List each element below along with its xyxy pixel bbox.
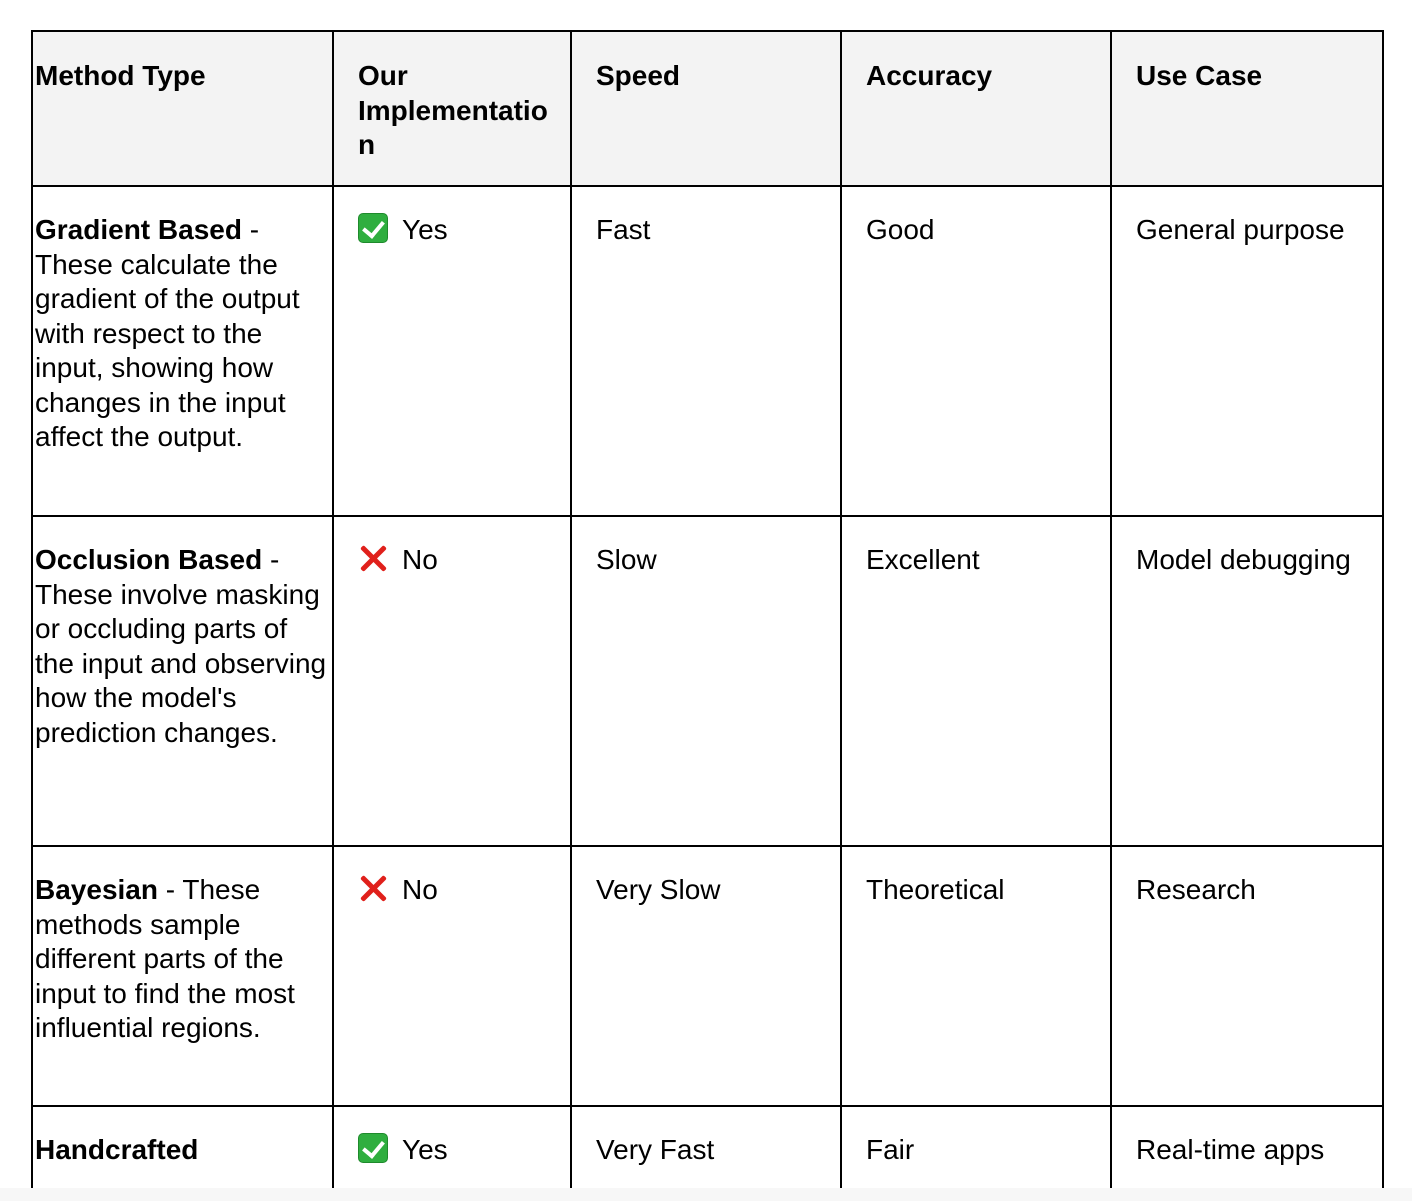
use-case-cell: Research: [1111, 846, 1383, 1106]
implementation-status: Yes: [402, 214, 448, 245]
header-use-case: Use Case: [1111, 31, 1383, 186]
method-description: - These methods sample different parts of the input to find the most influential regions.: [35, 874, 295, 1043]
header-speed: Speed: [571, 31, 841, 186]
check-icon: [358, 213, 388, 243]
use-case-cell: General purpose: [1111, 186, 1383, 516]
method-name: Occlusion Based: [35, 544, 263, 575]
cross-icon: [358, 873, 388, 903]
speed-cell: Very Slow: [571, 846, 841, 1106]
implementation-cell: [333, 516, 571, 846]
implementation-status: No: [402, 874, 438, 905]
method-description: - These involve masking or occluding parts of the input and observing how the model's prediction changes.: [35, 544, 327, 748]
accuracy-cell: Theoretical: [841, 846, 1111, 1106]
header-method-type: Method Type: [32, 31, 333, 186]
table-header-row: [32, 31, 1383, 186]
implementation-status: No: [402, 544, 438, 575]
implementation-status: Yes: [402, 1134, 448, 1165]
use-case-cell: Model debugging: [1111, 516, 1383, 846]
method-name: Handcrafted: [35, 1134, 199, 1165]
method-name: Bayesian: [35, 874, 158, 905]
method-type-cell: [32, 516, 333, 846]
method-description: - These calculate the gradient of the output with respect to the input, showing how changes in the input affect the output.: [35, 214, 300, 452]
accuracy-cell: Fair: [841, 1106, 1111, 1192]
implementation-cell: [333, 1106, 571, 1192]
accuracy-cell: Excellent: [841, 516, 1111, 846]
speed-cell: Slow: [571, 516, 841, 846]
method-name: Gradient Based: [35, 214, 242, 245]
cross-icon: [358, 543, 388, 573]
table-row: [32, 1106, 1383, 1192]
method-type-cell: [32, 846, 333, 1106]
implementation-cell: [333, 846, 571, 1106]
method-type-cell: [32, 186, 333, 516]
accuracy-cell: Good: [841, 186, 1111, 516]
table-row: [32, 846, 1383, 1106]
header-our-implementation: Our Implementation: [333, 31, 571, 186]
header-accuracy: Accuracy: [841, 31, 1111, 186]
table-row: [32, 186, 1383, 516]
implementation-cell: [333, 186, 571, 516]
methods-comparison-table: [31, 30, 1384, 1193]
table-row: [32, 516, 1383, 846]
comparison-table-container: [31, 30, 1384, 1193]
use-case-cell: Real-time apps: [1111, 1106, 1383, 1192]
speed-cell: Very Fast: [571, 1106, 841, 1192]
check-icon: [358, 1133, 388, 1163]
page-bottom-edge: [0, 1188, 1412, 1201]
method-type-cell: [32, 1106, 333, 1192]
speed-cell: Fast: [571, 186, 841, 516]
